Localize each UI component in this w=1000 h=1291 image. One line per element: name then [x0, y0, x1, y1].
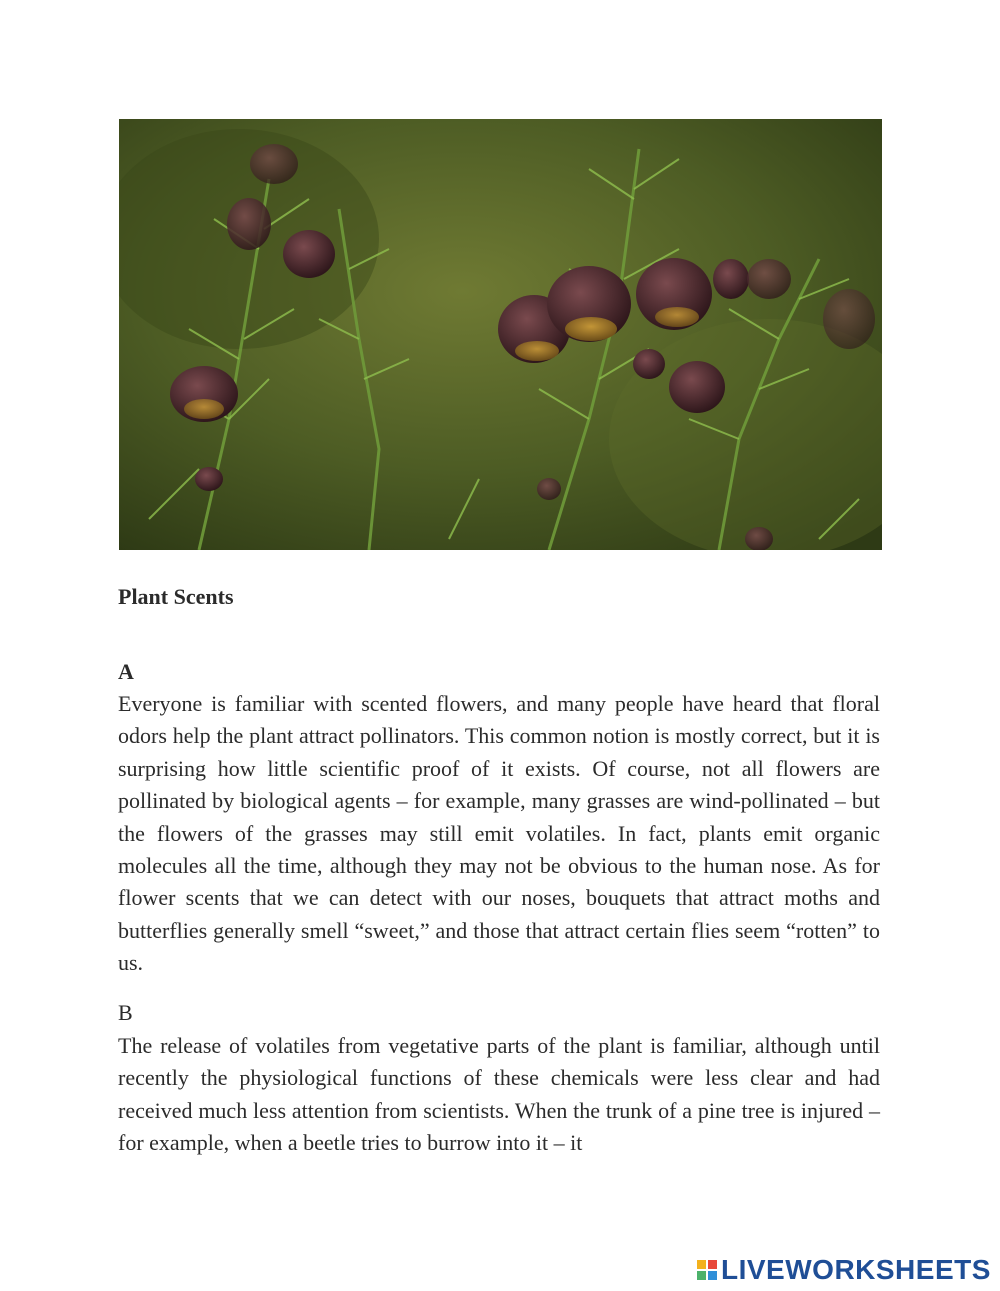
document-title: Plant Scents — [118, 584, 234, 609]
section-a-letter: A — [118, 659, 134, 684]
section-b-letter: B — [118, 1000, 133, 1025]
logo-block-green — [697, 1271, 706, 1280]
section-b-paragraph: The release of volatiles from vegetative parts of the plant is familiar, although until recently the physiological functions of these chemicals were less clear and had received much less attention from scientists. When the trunk of a pine tree is injured – for example, when a beetle tries to burrow into it – it — [118, 1033, 880, 1156]
liveworksheets-logo[interactable] — [697, 1254, 991, 1286]
logo-block-red — [708, 1260, 717, 1269]
logo-text: LIVEWORKSHEETS — [721, 1254, 991, 1285]
logo-block-yellow — [697, 1260, 706, 1269]
section-a-paragraph: Everyone is familiar with scented flowers, and many people have heard that floral odors help the plant attract pollinators. This common notion is mostly correct, but it is surprising how little scientific proof of it exists. Of course, not all flowers are pollinated by biological agents – for example, many grasses are wind-pollinated – but the flowers of the grasses may still emit volatiles. In fact, plants emit organic molecules all the time, although they may not be obvious to the human nose. As for flower scents that we can detect with our noses, bouquets that attract moths and butterflies generally smell “sweet,” and those that attract certain flies seem “rotten” to us. — [118, 691, 880, 976]
logo-block-blue — [708, 1271, 717, 1280]
logo-blocks-icon — [697, 1260, 717, 1280]
flower-photo — [119, 119, 882, 550]
